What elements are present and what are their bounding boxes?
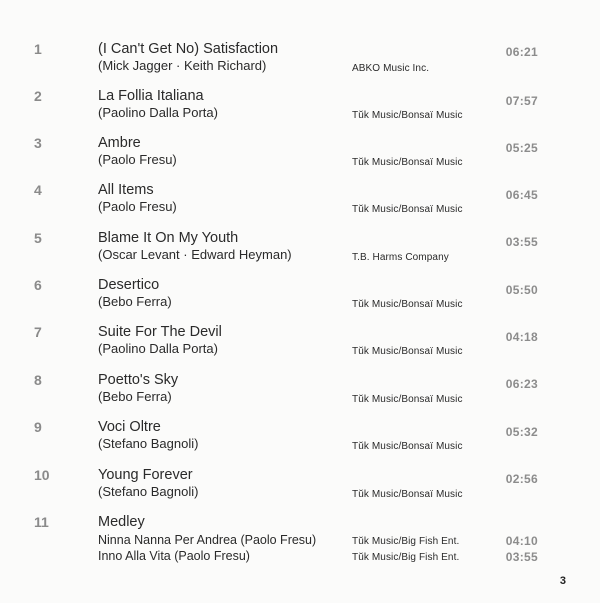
- track-composer: (Paolo Fresu): [98, 199, 177, 214]
- track-title: Young Forever: [98, 467, 193, 483]
- track-composer: (Oscar Levant · Edward Heyman): [98, 247, 292, 262]
- track-row: [0, 182, 600, 229]
- track-publisher: Tŭk Music/Bonsaï Music: [352, 110, 463, 121]
- track-duration: 05:50: [505, 283, 538, 297]
- track-composer: (Paolino Dalla Porta): [98, 105, 218, 120]
- track-publisher: Tŭk Music/Bonsaï Music: [352, 299, 463, 310]
- track-composer: (Paolo Fresu): [98, 152, 177, 167]
- medley-part-title: Ninna Nanna Per Andrea (Paolo Fresu): [98, 533, 317, 547]
- track-publisher: Tŭk Music/Bonsaï Music: [352, 441, 463, 452]
- track-composer: (Bebo Ferra): [98, 389, 172, 404]
- medley-part-publisher: Tŭk Music/Big Fish Ent.: [352, 536, 460, 547]
- track-composer: (Stefano Bagnoli): [98, 484, 199, 499]
- track-number: 1: [34, 41, 42, 57]
- track-composer: (Bebo Ferra): [98, 294, 172, 309]
- track-title: Blame It On My Youth: [98, 230, 239, 246]
- medley-part-title: Inno Alla Vita (Paolo Fresu): [98, 549, 250, 563]
- track-duration: 06:21: [505, 45, 538, 59]
- track-duration: 03:55: [505, 235, 538, 249]
- track-row: [0, 372, 600, 419]
- track-number: 10: [34, 467, 50, 483]
- track-row: [0, 230, 600, 277]
- track-number: 9: [34, 419, 42, 435]
- track-duration: 02:56: [505, 472, 538, 486]
- track-publisher: Tŭk Music/Bonsaï Music: [352, 394, 463, 405]
- track-number: 7: [34, 324, 42, 340]
- track-composer: (Paolino Dalla Porta): [98, 341, 218, 356]
- track-row: [0, 135, 600, 182]
- medley-part-duration: 03:55: [505, 550, 538, 564]
- track-title: All Items: [98, 182, 154, 198]
- track-publisher: Tŭk Music/Bonsaï Music: [352, 204, 463, 215]
- track-publisher: Tŭk Music/Bonsaï Music: [352, 489, 463, 500]
- track-publisher: Tŭk Music/Bonsaï Music: [352, 346, 463, 357]
- track-duration: 05:25: [505, 141, 538, 155]
- track-title: Voci Oltre: [98, 419, 161, 435]
- track-number: 2: [34, 88, 42, 104]
- track-duration: 06:45: [505, 188, 538, 202]
- track-title: Suite For The Devil: [98, 324, 222, 340]
- track-row: [0, 419, 600, 466]
- track-number: 6: [34, 277, 42, 293]
- track-number: 5: [34, 230, 42, 246]
- track-number: 8: [34, 372, 42, 388]
- track-number: 3: [34, 135, 42, 151]
- track-publisher: Tŭk Music/Bonsaï Music: [352, 157, 463, 168]
- medley-part-publisher: Tŭk Music/Big Fish Ent.: [352, 552, 460, 563]
- track-duration: 05:32: [505, 425, 538, 439]
- track-composer: (Stefano Bagnoli): [98, 436, 199, 451]
- track-row: [0, 88, 600, 135]
- track-title: Medley: [98, 514, 145, 530]
- track-duration: 07:57: [505, 94, 538, 108]
- track-row: [0, 41, 600, 88]
- track-composer: (Mick Jagger · Keith Richard): [98, 58, 267, 73]
- track-duration: 06:23: [505, 377, 538, 391]
- track-row: [0, 467, 600, 514]
- track-title: Ambre: [98, 135, 141, 151]
- track-row: [0, 324, 600, 371]
- track-title: (I Can't Get No) Satisfaction: [98, 41, 279, 57]
- track-publisher: ABKO Music Inc.: [352, 63, 430, 74]
- page-number: 3: [559, 575, 566, 587]
- track-publisher: T.B. Harms Company: [352, 252, 449, 263]
- track-number: 11: [34, 514, 49, 530]
- medley-row: [0, 514, 600, 574]
- track-title: La Follia Italiana: [98, 88, 204, 104]
- medley-part-duration: 04:10: [505, 534, 538, 548]
- track-title: Desertico: [98, 277, 160, 293]
- track-title: Poetto's Sky: [98, 372, 179, 388]
- track-duration: 04:18: [505, 330, 538, 344]
- track-number: 4: [34, 182, 42, 198]
- track-row: [0, 277, 600, 324]
